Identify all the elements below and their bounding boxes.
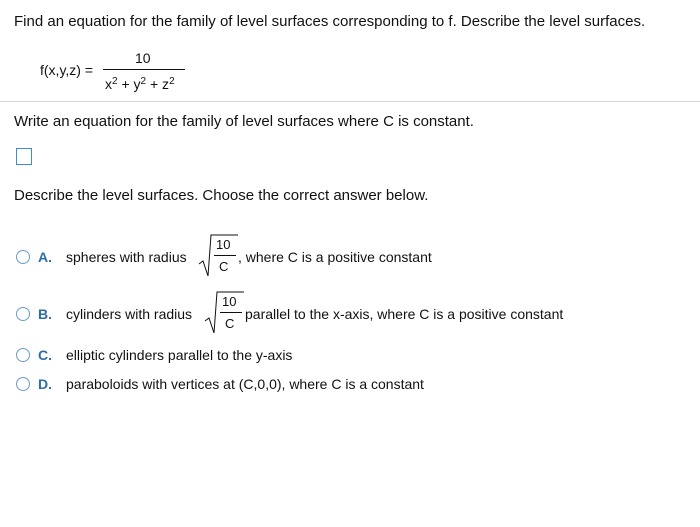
option-a-sqrt-fraction-bar [214, 255, 236, 256]
option-c-radio[interactable] [16, 348, 30, 362]
option-c-text: elliptic cylinders parallel to the y-axis [66, 347, 293, 363]
option-b-letter: B. [38, 306, 52, 322]
option-a-sqrt-numerator: 10 [216, 237, 231, 252]
option-b-sqrt-numerator: 10 [222, 294, 237, 309]
option-b-sqrt-fraction-bar [220, 312, 242, 313]
function-numerator: 10 [135, 50, 151, 66]
option-c-letter: C. [38, 347, 52, 363]
function-denominator: $x^2 + y^2 + z^2$ [105, 76, 175, 92]
option-b-sqrt-denominator: C [225, 316, 235, 331]
part1-prompt: Write an equation for the family of level surfaces where C is constant. [14, 113, 474, 130]
option-a-letter: A. [38, 249, 52, 265]
option-b-text-after: parallel to the x-axis, where C is a positive constant [245, 306, 564, 322]
question-text: Find an equation for the family of level surfaces corresponding to f. Describe the level surfaces. [14, 13, 646, 30]
option-b-text-before: cylinders with radius [66, 306, 193, 322]
option-a-sqrt-denominator: C [219, 259, 229, 274]
part2-prompt: Describe the level surfaces. Choose the correct answer below. [14, 187, 429, 204]
option-a-radio[interactable] [16, 250, 30, 264]
option-a-text-before: spheres with radius [66, 249, 187, 265]
option-b-radio[interactable] [16, 307, 30, 321]
section-divider [0, 101, 700, 102]
function-fraction-bar [103, 69, 185, 70]
equation-answer-box[interactable] [16, 148, 32, 165]
option-d-letter: D. [38, 376, 52, 392]
option-d-radio[interactable] [16, 377, 30, 391]
function-lhs: f(x,y,z) = [40, 62, 94, 78]
option-a-text-after: , where C is a positive constant [238, 249, 432, 265]
option-d-text: paraboloids with vertices at (C,0,0), where C is a constant [66, 376, 424, 392]
